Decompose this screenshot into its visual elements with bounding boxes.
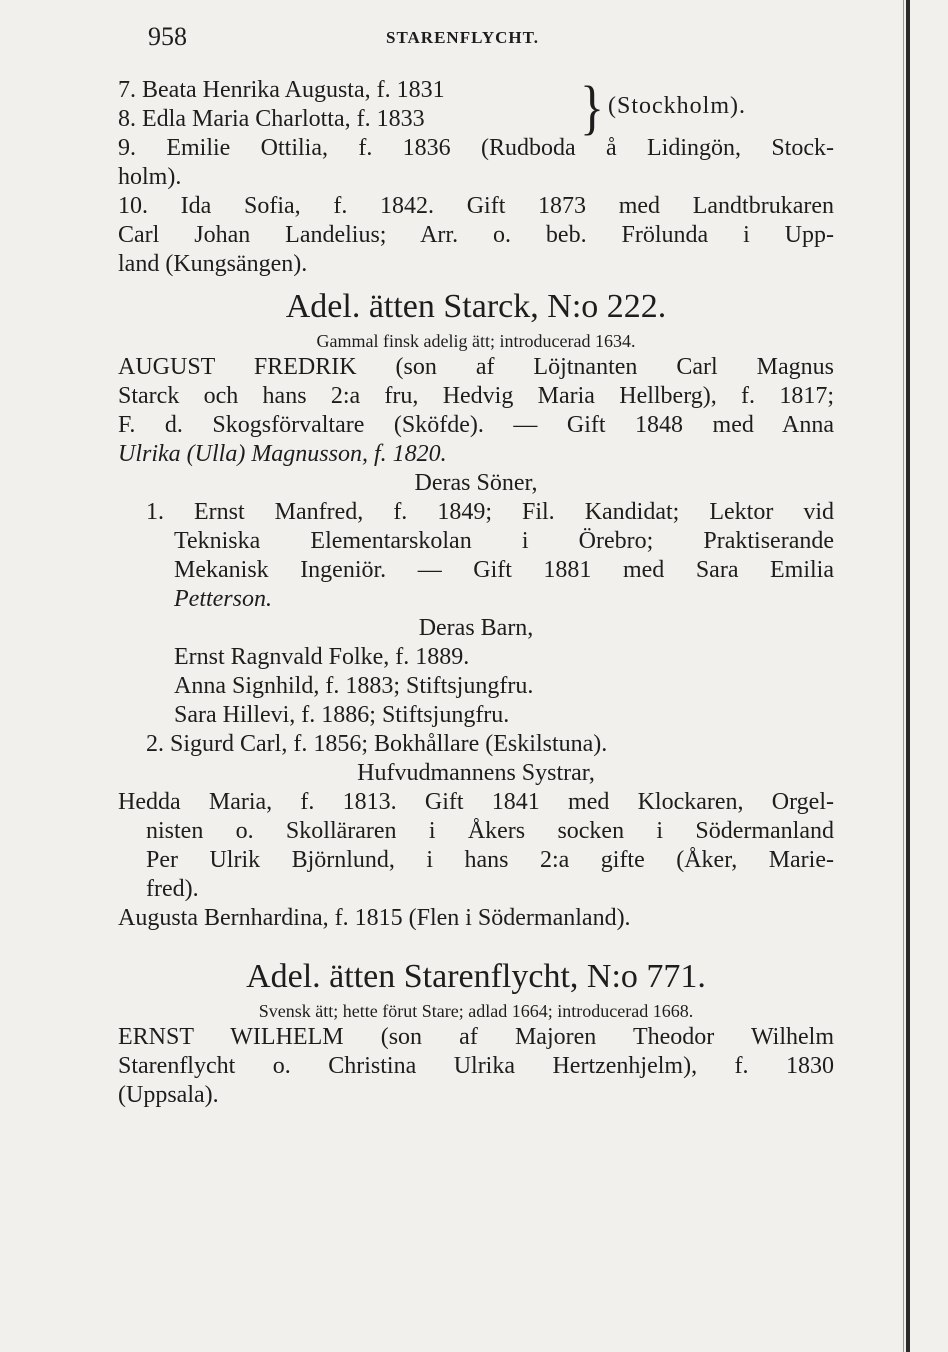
- text-line: land (Kungsängen).: [118, 251, 308, 277]
- text-line: AUGUST FREDRIK (son af Löjtnanten Carl Magnus: [118, 354, 834, 380]
- text-line: Sara Hillevi, f. 1886; Stiftsjungfru.: [174, 702, 510, 728]
- text-line: Ulrika (Ulla) Magnusson, f. 1820.: [118, 441, 447, 467]
- text-line: 7. Beata Henrika Augusta, f. 1831: [118, 77, 445, 103]
- text-line: Anna Signhild, f. 1883; Stiftsjungfru.: [174, 673, 534, 699]
- running-head: STARENFLYCHT.: [386, 28, 539, 47]
- page-edge: [906, 0, 910, 1352]
- text-line: (Uppsala).: [118, 1082, 219, 1108]
- text-line: Hufvudmannens Systrar,: [357, 760, 595, 786]
- text-line: holm).: [118, 164, 182, 190]
- text-line: 8. Edla Maria Charlotta, f. 1833: [118, 106, 425, 132]
- text-line: fred).: [146, 876, 199, 902]
- section-subtitle: Gammal finsk adelig ätt; introducerad 1634.: [316, 331, 636, 351]
- text-line: Deras Barn,: [418, 615, 534, 641]
- text-line: 9. Emilie Ottilia, f. 1836 (Rudboda å Lidingön, Stock-: [118, 135, 834, 161]
- location-note: (Stockholm).: [608, 93, 746, 119]
- page-edge-line: [903, 0, 904, 1352]
- text-line: Deras Söner,: [414, 470, 538, 496]
- text-line: F. d. Skogsförvaltare (Sköfde). — Gift 1848 med Anna: [118, 412, 834, 438]
- text-line: 2. Sigurd Carl, f. 1856; Bokhållare (Eskilstuna).: [146, 731, 608, 757]
- text-line: Ernst Ragnvald Folke, f. 1889.: [174, 644, 470, 670]
- page-number: 958: [148, 22, 187, 51]
- text-line: 10. Ida Sofia, f. 1842. Gift 1873 med Landtbrukaren: [118, 193, 834, 219]
- text-line: nisten o. Skolläraren i Åkers socken i Södermanland: [146, 818, 834, 844]
- brace-symbol: }: [580, 73, 604, 141]
- page-header: [148, 22, 848, 52]
- text-line: Hedda Maria, f. 1813. Gift 1841 med Klockaren, Orgel-: [118, 789, 834, 815]
- section-title: Adel. ätten Starck, N:o 222.: [285, 288, 667, 325]
- text-line: Augusta Bernhardina, f. 1815 (Flen i Södermanland).: [118, 905, 631, 931]
- text-line: Starck och hans 2:a fru, Hedvig Maria Hellberg), f. 1817;: [118, 383, 834, 409]
- text-line: Petterson.: [174, 586, 272, 612]
- body-text: [118, 73, 834, 1110]
- text-line: Tekniska Elementarskolan i Örebro; Praktiserande: [174, 528, 834, 554]
- entry-7-8: [118, 73, 834, 141]
- text-line: Carl Johan Landelius; Arr. o. beb. Frölunda i Upp-: [118, 222, 834, 248]
- section-title: Adel. ätten Starenflycht, N:o 771.: [246, 958, 706, 995]
- text-line: Mekanisk Ingeniör. — Gift 1881 med Sara Emilia: [174, 557, 834, 583]
- text-line: 1. Ernst Manfred, f. 1849; Fil. Kandidat; Lektor vid: [146, 499, 834, 525]
- text-line: ERNST WILHELM (son af Majoren Theodor Wilhelm: [118, 1024, 834, 1050]
- text-line: Per Ulrik Björnlund, i hans 2:a gifte (Åker, Marie-: [146, 847, 834, 873]
- text-line: Starenflycht o. Christina Ulrika Hertzenhjelm), f. 1830: [118, 1053, 834, 1079]
- section-subtitle: Svensk ätt; hette förut Stare; adlad 1664; introducerad 1668.: [258, 1001, 694, 1021]
